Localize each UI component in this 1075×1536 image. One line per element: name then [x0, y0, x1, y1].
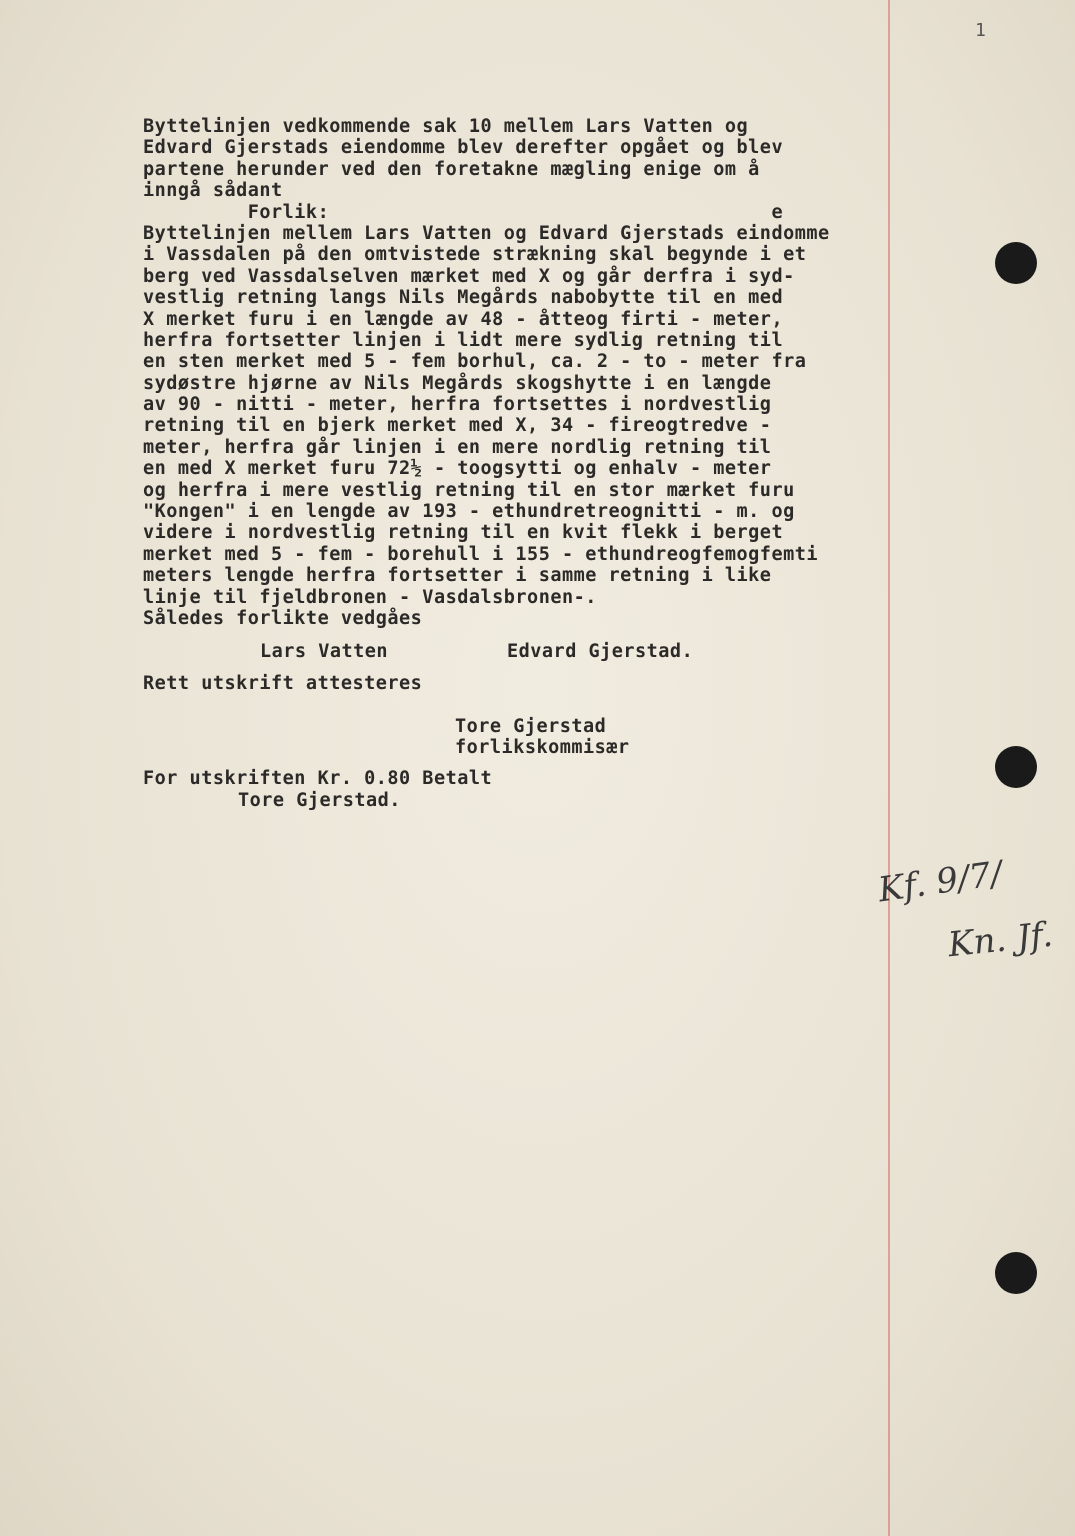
body-line: sydøstre hjørne av Nils Megårds skogshytte i en længde	[143, 372, 772, 394]
page-marker: 1	[975, 20, 986, 41]
body-text	[143, 116, 830, 629]
attest-line: Rett utskrift attesteres	[143, 673, 423, 694]
body-line: berg ved Vassdalselven mærket med X og går derfra i syd-	[143, 265, 795, 287]
body-line: Byttelinjen vedkommende sak 10 mellem Lars Vatten og	[143, 116, 749, 137]
margin-note-2: Kn. Jf.	[946, 914, 1055, 966]
body-line: meter, herfra går linjen i en mere nordlig retning til	[143, 436, 772, 458]
punch-hole-middle	[995, 746, 1037, 788]
fee-line: For utskriften Kr. 0.80 Betalt	[143, 768, 493, 789]
body-line: meters lengde herfra fortsetter i samme retning i like	[143, 565, 772, 587]
body-line: Forlik: e	[143, 201, 784, 223]
body-line: i Vassdalen på den omtvistede strækning skal begynde i et	[143, 244, 807, 266]
body-line: Byttelinjen mellem Lars Vatten og Edvard Gjerstads eindomme	[143, 222, 830, 244]
body-line: linje til fjeldbronen - Vasdalsbronen-.	[143, 586, 597, 608]
body-line: "Kongen" i en lengde av 193 - ethundretreognitti - m. og	[143, 501, 795, 523]
body-line: Edvard Gjerstads eiendomme blev derefter opgået og blev	[143, 137, 784, 159]
margin-note-1: Kf. 9/7/	[875, 853, 1005, 911]
body-line: Således forlikte vedgåes	[143, 607, 423, 629]
body-line: av 90 - nitti - meter, herfra fortsettes i nordvestlig	[143, 394, 772, 416]
body-line: vestlig retning langs Nils Megårds nabobytte til en med	[143, 287, 784, 309]
body-line: herfra fortsetter linjen i lidt mere sydlig retning til	[143, 329, 784, 351]
body-line: og herfra i mere vestlig retning til en stor mærket furu	[143, 479, 795, 501]
body-line: en med X merket furu 72½ - toogsytti og enhalv - meter	[143, 458, 772, 480]
signature-right: Edvard Gjerstad.	[507, 641, 694, 662]
fee-signature: Tore Gjerstad.	[238, 790, 401, 811]
body-line: X merket furu i en længde av 48 - åtteog firti - meter,	[143, 308, 784, 330]
body-line: merket med 5 - fem - borehull i 155 - ethundreogfemogfemti	[143, 543, 819, 565]
commissioner-name: Tore Gjerstad	[455, 716, 607, 737]
body-line: inngå sådant	[143, 180, 283, 202]
body-line: retning til en bjerk merket med X, 34 - fireogtredve -	[143, 415, 772, 437]
body-line: en sten merket med 5 - fem borhul, ca. 2 - to - meter fra	[143, 351, 807, 373]
punch-hole-bottom	[995, 1252, 1037, 1294]
commissioner-title: forlikskommisær	[455, 737, 630, 758]
signature-left: Lars Vatten	[260, 641, 389, 662]
body-line: videre i nordvestlig retning til en kvit flekk i berget	[143, 522, 784, 544]
punch-hole-top	[995, 242, 1037, 284]
margin-rule	[888, 0, 890, 1536]
body-line: partene herunder ved den foretakne mægling enige om å	[143, 158, 760, 180]
